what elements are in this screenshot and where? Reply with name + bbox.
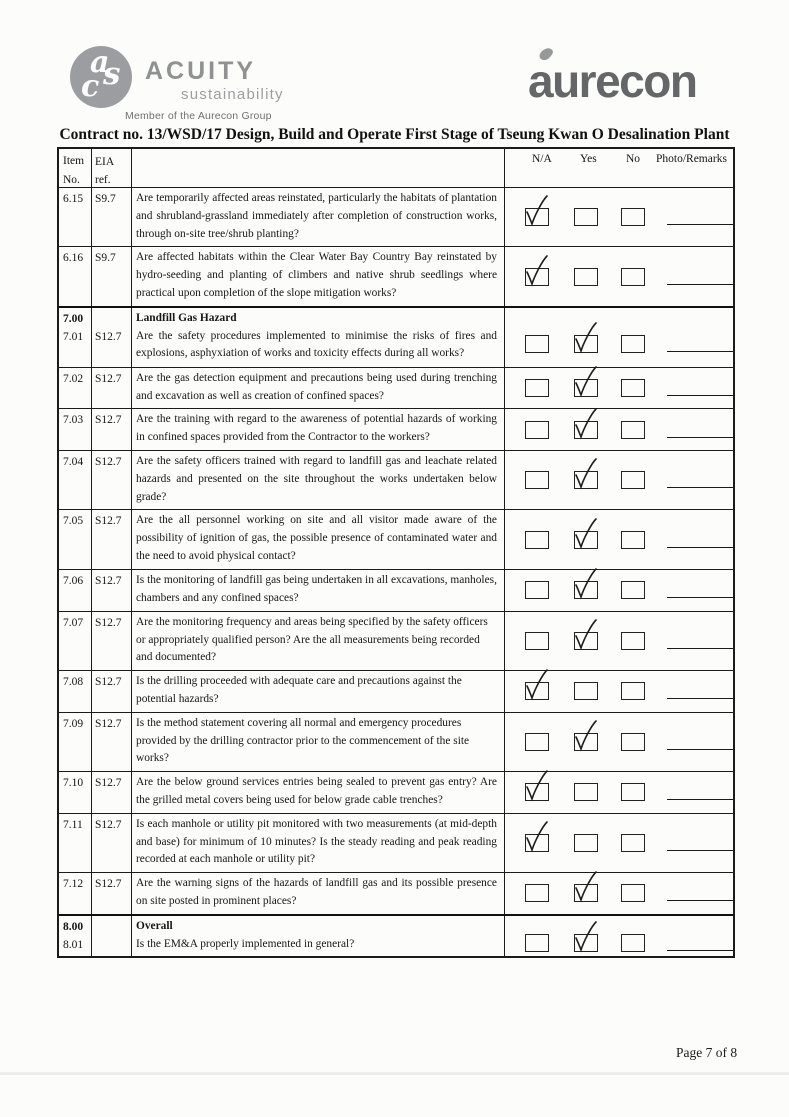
remarks-line[interactable] <box>667 950 734 951</box>
check-mark-icon <box>570 718 602 754</box>
checkbox-yes[interactable] <box>574 379 598 397</box>
check-mark-icon <box>521 819 553 855</box>
question-cell <box>131 671 504 712</box>
answer-cell <box>504 612 733 670</box>
question-text: Are the safety procedures implemented to minimise the risks of fires and explosions, asphyxiation of works and toxicity effects during all works? <box>136 329 497 360</box>
question-cell <box>131 188 504 246</box>
item-number-text: 7.05 <box>63 515 84 528</box>
eia-ref <box>91 510 131 568</box>
check-mark-icon <box>521 667 553 703</box>
acuity-wordmark: ACUITY <box>145 57 257 85</box>
table-row <box>59 712 733 771</box>
answer-cell <box>504 772 733 813</box>
monogram-letter-s: s <box>103 56 121 92</box>
no-column-header: No <box>626 153 641 165</box>
item-number <box>59 247 91 305</box>
answer-cell <box>504 451 733 509</box>
question-cell <box>131 814 504 872</box>
monogram-letter-c: c <box>81 69 100 104</box>
checkbox-no[interactable] <box>621 208 645 226</box>
remarks-line[interactable] <box>667 749 734 750</box>
question-text: Is the EM&A properly implemented in general? <box>136 937 355 950</box>
checkbox-no[interactable] <box>621 471 645 489</box>
item-number-text: 7.06 <box>63 574 84 587</box>
check-mark-icon <box>570 566 602 602</box>
item-number <box>59 451 91 509</box>
eia-ref <box>91 409 131 450</box>
checkbox-na[interactable] <box>525 682 549 700</box>
sub-item-number-text: 7.01 <box>63 330 84 343</box>
checkbox-yes[interactable] <box>574 733 598 751</box>
checkbox-yes[interactable] <box>574 783 598 801</box>
eia-ref-text: S12.7 <box>95 455 122 468</box>
table-row <box>59 569 733 611</box>
eia-ref <box>91 671 131 712</box>
answer-cell <box>504 814 733 872</box>
acuity-subtitle: sustainability <box>181 86 284 103</box>
scan-artifact <box>0 1072 789 1075</box>
table-row <box>59 813 733 872</box>
eia-ref-text: S9.7 <box>95 193 116 205</box>
eia-ref <box>91 772 131 813</box>
remarks-line[interactable] <box>667 351 734 352</box>
question-text: Is the drilling proceeded with adequate care and precautions against the potential hazards? <box>136 675 462 705</box>
eia-ref <box>91 570 131 611</box>
remarks-line[interactable] <box>667 698 734 699</box>
eia-ref-text: S12.7 <box>95 574 122 587</box>
answer-cell <box>504 409 733 450</box>
checkbox-na[interactable] <box>525 379 549 397</box>
acuity-monogram-icon <box>70 46 132 108</box>
checkbox-na[interactable] <box>525 531 549 549</box>
item-number <box>59 570 91 611</box>
item-number <box>59 713 91 771</box>
checkbox-no[interactable] <box>621 783 645 801</box>
item-number <box>59 188 91 246</box>
eia-ref-text: S12.7 <box>95 777 122 790</box>
answer-headers <box>504 149 733 189</box>
checkbox-yes[interactable] <box>574 531 598 549</box>
item-number <box>59 916 91 957</box>
checkbox-yes[interactable] <box>574 581 598 599</box>
eia-ref <box>91 873 131 914</box>
checkbox-yes[interactable] <box>574 268 598 286</box>
item-number <box>59 612 91 670</box>
table-row <box>59 187 733 246</box>
checkbox-na[interactable] <box>525 733 549 751</box>
question-text: Are the training with regard to the awareness of potential hazards of working in confined spaces provided from the Contractor to the workers? <box>136 413 497 444</box>
checkbox-no[interactable] <box>621 379 645 397</box>
check-mark-icon <box>570 919 602 955</box>
remarks-line[interactable] <box>667 487 734 488</box>
eia-ref <box>91 916 131 957</box>
section-title: Landfill Gas Hazard <box>136 311 237 324</box>
table-row <box>59 771 733 813</box>
question-text: Is each manhole or utility pit monitored with two measurements (at mid-depth and base) for minimum of 10 minutes? Is the steady reading and peak reading recorded at each manhole or utility pit? <box>136 817 497 866</box>
question-cell <box>131 612 504 670</box>
table-row <box>59 872 733 914</box>
acuity-logo <box>68 44 368 124</box>
item-number-text: 7.08 <box>63 676 84 689</box>
item-number <box>59 368 91 409</box>
check-mark-icon <box>570 320 602 356</box>
answer-cell <box>504 368 733 409</box>
question-text: Are the all personnel working on site and all visitor made aware of the possibility of ignition of gas, the possible presence of contaminated water and the need to avoid physical contact? <box>136 514 497 562</box>
question-text: Are affected habitats within the Clear Water Bay Country Bay reinstated by hydro-seeding and planting of climbers and native shrub seedlings where practical upon completion of the slope mitigation works? <box>136 251 497 299</box>
checkbox-no[interactable] <box>621 834 645 852</box>
remarks-line[interactable] <box>667 648 734 649</box>
remarks-line[interactable] <box>667 437 734 438</box>
item-number-text: 7.10 <box>63 777 84 790</box>
question-text: Are the monitoring frequency and areas being specified by the safety officers or appropriately qualified person? Are the all measurements being recorded and documented? <box>136 615 488 664</box>
checkbox-na[interactable] <box>525 884 549 902</box>
question-text: Are the below ground services entries being sealed to prevent gas entry? Are the grilled metal covers being used for below grade cable trenches? <box>136 776 497 806</box>
na-column-header: N/A <box>532 153 552 165</box>
checkbox-no[interactable] <box>621 934 645 952</box>
answer-cell <box>504 671 733 712</box>
item-number-text: 7.12 <box>63 878 84 891</box>
page-title: Contract no. 13/WSD/17 Design, Build and Operate First Stage of Tseung Kwan O Desalination Plant <box>59 126 730 143</box>
table-row <box>59 408 733 450</box>
item-number-text: 7.02 <box>63 372 84 385</box>
eia-ref-text: S12.7 <box>95 414 122 427</box>
checkbox-yes[interactable] <box>574 335 598 353</box>
table-header-row <box>59 149 733 187</box>
remarks-line[interactable] <box>667 900 734 901</box>
item-number-text: 8.00 <box>63 920 84 933</box>
remarks-line[interactable] <box>667 395 734 396</box>
eia-ref-text: S9.7 <box>95 252 116 265</box>
eia-ref <box>91 368 131 409</box>
checkbox-no[interactable] <box>621 531 645 549</box>
checkbox-yes[interactable] <box>574 884 598 902</box>
item-number-text: 7.09 <box>63 717 84 730</box>
eia-ref <box>91 188 131 246</box>
question-cell <box>131 916 504 957</box>
checkbox-na[interactable] <box>525 335 549 353</box>
answer-cell <box>504 188 733 246</box>
table-row <box>59 246 733 305</box>
eia-ref <box>91 713 131 771</box>
check-mark-icon <box>570 364 602 400</box>
eia-ref-text: S12.7 <box>95 717 122 730</box>
item-number <box>59 671 91 712</box>
checkbox-yes[interactable] <box>574 934 598 952</box>
remarks-line[interactable] <box>667 799 734 800</box>
item-number <box>59 814 91 872</box>
section-title: Overall <box>136 919 173 932</box>
checkbox-no[interactable] <box>621 632 645 650</box>
remarks-line[interactable] <box>667 597 734 598</box>
checkbox-no[interactable] <box>621 884 645 902</box>
eia-ref-text: S12.7 <box>95 878 122 891</box>
page-number: Page 7 of 8 <box>676 1045 738 1060</box>
checkbox-yes[interactable] <box>574 208 598 226</box>
checkbox-yes[interactable] <box>574 471 598 489</box>
question-cell <box>131 570 504 611</box>
checkbox-na[interactable] <box>525 208 549 226</box>
yes-column-header: Yes <box>580 153 597 165</box>
checklist-table <box>57 147 735 958</box>
eia-ref <box>91 247 131 305</box>
check-mark-icon <box>521 253 553 289</box>
question-cell <box>131 308 504 367</box>
checkbox-na[interactable] <box>525 471 549 489</box>
question-cell <box>131 247 504 305</box>
eia-ref <box>91 451 131 509</box>
remarks-line[interactable] <box>667 224 734 225</box>
item-number-text: 7.04 <box>63 455 84 468</box>
eia-ref-text: S12.7 <box>95 616 122 629</box>
item-no-header: Item No. <box>63 155 85 186</box>
checkbox-yes[interactable] <box>574 682 598 700</box>
question-text: Is the method statement covering all normal and emergency procedures provided by the drilling contractor prior to the commencement of the site works? <box>136 716 470 765</box>
check-mark-icon <box>521 768 553 804</box>
table-row <box>59 450 733 509</box>
item-number-text: 7.07 <box>63 616 84 629</box>
eia-ref-text: S12.7 <box>95 515 122 528</box>
table-row <box>59 367 733 409</box>
question-header <box>131 149 504 189</box>
item-number-text: 7.03 <box>63 414 84 427</box>
answer-cell <box>504 873 733 914</box>
item-number <box>59 772 91 813</box>
checkbox-no[interactable] <box>621 682 645 700</box>
eia-ref <box>91 308 131 367</box>
eia-ref-header: EIA ref. <box>91 149 131 189</box>
answer-cell <box>504 570 733 611</box>
table-row <box>59 611 733 670</box>
checkbox-na[interactable] <box>525 421 549 439</box>
item-number <box>59 409 91 450</box>
checkbox-no[interactable] <box>621 581 645 599</box>
remarks-column-header: Photo/Remarks <box>656 153 727 165</box>
checkbox-yes[interactable] <box>574 834 598 852</box>
checkbox-yes[interactable] <box>574 421 598 439</box>
item-number-text: 7.11 <box>63 818 83 831</box>
checkbox-no[interactable] <box>621 733 645 751</box>
remarks-line[interactable] <box>667 547 734 548</box>
eia-ref-text: S12.7 <box>95 330 122 343</box>
item-number-text: 6.16 <box>63 252 84 265</box>
answer-cell <box>504 308 733 367</box>
remarks-line[interactable] <box>667 284 734 285</box>
checkbox-na[interactable] <box>525 934 549 952</box>
checkbox-na[interactable] <box>525 632 549 650</box>
check-mark-icon <box>570 516 602 552</box>
question-text: Are the warning signs of the hazards of landfill gas and its possible presence on site posted in prominent places? <box>136 877 497 907</box>
table-row <box>59 670 733 712</box>
checkbox-na[interactable] <box>525 581 549 599</box>
check-mark-icon <box>521 193 553 229</box>
table-row <box>59 306 733 367</box>
eia-ref-text <box>95 918 131 936</box>
question-cell <box>131 451 504 509</box>
item-number-text: 6.15 <box>63 193 84 205</box>
question-cell <box>131 873 504 914</box>
aurecon-logo <box>528 50 738 112</box>
answer-cell <box>504 247 733 305</box>
eia-ref-text: S12.7 <box>95 676 122 689</box>
monogram-letter-a: a <box>90 45 110 80</box>
remarks-line[interactable] <box>667 850 734 851</box>
check-mark-icon <box>570 456 602 492</box>
eia-ref-text: S12.7 <box>95 818 122 831</box>
item-number <box>59 873 91 914</box>
acuity-member-line: Member of the Aurecon Group <box>125 110 272 122</box>
answer-cell <box>504 510 733 568</box>
checkbox-no[interactable] <box>621 335 645 353</box>
question-cell <box>131 368 504 409</box>
table-row <box>59 914 733 957</box>
checkbox-na[interactable] <box>525 268 549 286</box>
checkbox-na[interactable] <box>525 783 549 801</box>
checkbox-yes[interactable] <box>574 632 598 650</box>
answer-cell <box>504 916 733 957</box>
item-number <box>59 510 91 568</box>
question-cell <box>131 772 504 813</box>
checkbox-no[interactable] <box>621 268 645 286</box>
sub-item-number-text: 8.01 <box>63 938 84 951</box>
eia-ref <box>91 814 131 872</box>
item-number <box>59 308 91 367</box>
question-text: Is the monitoring of landfill gas being undertaken in all excavations, manholes, chambers and any confined spaces? <box>136 573 497 604</box>
question-text: Are the gas detection equipment and precautions being used during trenching and excavation as well as creation of confined spaces? <box>136 371 497 402</box>
eia-ref <box>91 612 131 670</box>
check-mark-icon <box>570 869 602 905</box>
checkbox-na[interactable] <box>525 834 549 852</box>
eia-ref-text: S12.7 <box>95 372 122 385</box>
checkbox-no[interactable] <box>621 421 645 439</box>
answer-cell <box>504 713 733 771</box>
question-cell <box>131 510 504 568</box>
item-number-text: 7.00 <box>63 312 84 325</box>
question-cell <box>131 409 504 450</box>
check-mark-icon <box>570 406 602 442</box>
question-text: Are temporarily affected areas reinstated, particularly the habitats of plantation and shrubland-grassland immediately after completion of construction works, through on-site tree/shrub planting? <box>136 192 497 240</box>
aurecon-wordmark: aurecon <box>528 55 697 107</box>
question-cell <box>131 713 504 771</box>
question-text: Are the safety officers trained with regard to landfill gas and leachate related hazards and presented on the site throughout the works undertaken below grade? <box>136 454 497 503</box>
check-mark-icon <box>570 617 602 653</box>
table-row <box>59 509 733 568</box>
